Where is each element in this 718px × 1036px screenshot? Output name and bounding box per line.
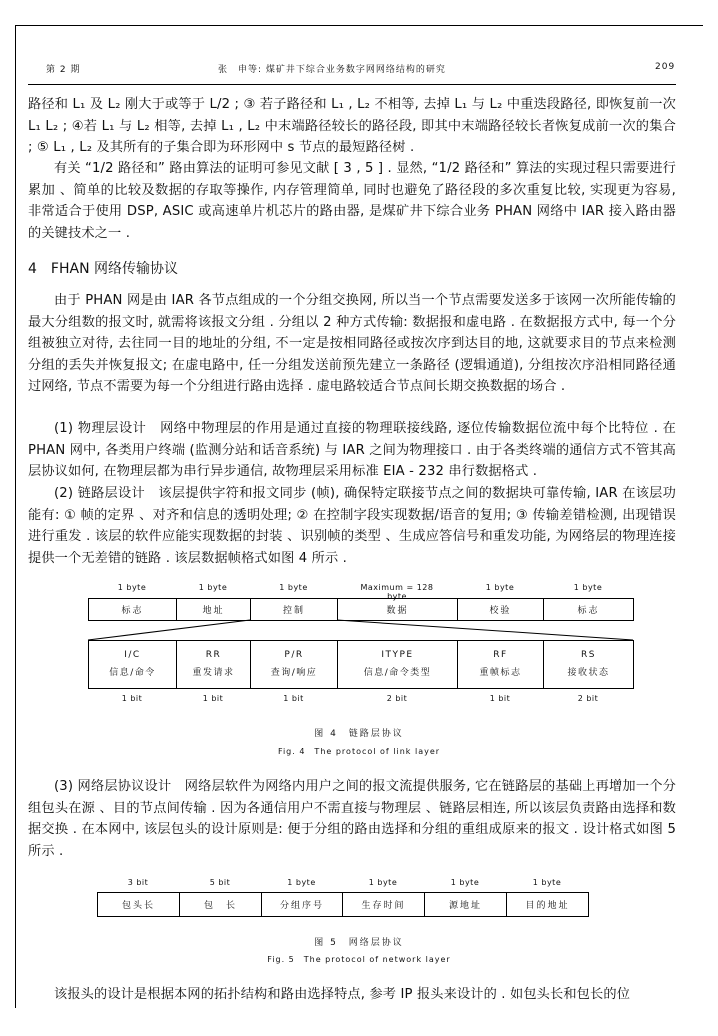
- paragraph-network-layer: (3) 网络层协议设计 网络层软件为网络内用户之间的报文流提供服务, 它在链路层的基础上再增加一个分组包头在源 、目的节点间传输 . 因为各通信用户不需直接与物理层 、链路层相连, 所以该层负责路由选择和数据交换 . 在本网中, 该层包头的设计原则是: 便于分组的路由选择和分组的重组成原来的报文 . 设计格式如图 5 所示 .: [28, 779, 676, 859]
- control-field-size: 2 bit: [577, 694, 599, 703]
- paragraph-algorithm: 有关 “1/2 路径和” 路由算法的证明可参见文献 [ 3 , 5 ] . 显然, “1/2 路径和” 算法的实现过程只需要进行累加 、简单的比较及数据的存取等操作, 内存管理简单, 同时也避免了路径段的多次重复比较, 实现更为容易, 非常适合于使用 DSP, ASIC 或高速单片机芯片的路由器, 是煤矿井下综合业务 PHAN 网络中 IAR 接入路由器的关键技术之一 .: [28, 161, 676, 241]
- frame-field: 控制: [250, 598, 338, 621]
- header-field-size: 1 byte: [287, 878, 316, 887]
- figure5-caption-en: Fig. 5 The protocol of network layer: [267, 955, 451, 964]
- header-field-size: 3 bit: [127, 878, 149, 887]
- frame-field: 校验: [457, 598, 544, 621]
- header-field: 包头长: [97, 892, 180, 917]
- control-field-name: 重帧标志: [479, 668, 522, 678]
- control-field-code: RR: [205, 650, 222, 660]
- control-field-code: I/C: [124, 650, 141, 660]
- control-field-size: 1 bit: [283, 694, 304, 703]
- frame-field-size: 1 byte: [117, 583, 147, 592]
- control-field-name: 查询/响应: [270, 668, 318, 678]
- figure4-caption-en: Fig. 4 The protocol of link layer: [277, 747, 441, 756]
- frame-field-size: 1 byte: [279, 583, 308, 592]
- control-field-code: ITYPE: [381, 650, 414, 660]
- control-field-name: 重发请求: [192, 668, 235, 678]
- control-field-name: 接收状态: [567, 668, 610, 678]
- header-field: 分组序号: [261, 892, 343, 917]
- issue-label: 第 2 期: [46, 65, 81, 75]
- control-field-name: 信息/命令类型: [363, 668, 432, 678]
- frame-field-size: Maximum = 128 byte: [360, 583, 434, 601]
- control-field-code: RF: [493, 650, 508, 660]
- paragraph-header-design: 该报头的设计是根据本网的拓扑结构和路由选择特点, 参考 IP 报头来设计的 . 如包头长和包长的位: [54, 987, 631, 1002]
- control-field-code: RS: [581, 650, 596, 660]
- control-field-size: 1 bit: [202, 694, 224, 703]
- page-number: 209: [655, 62, 676, 72]
- figure5-caption-cn: 图 5 网络层协议: [314, 938, 404, 948]
- header-field: 源地址: [424, 892, 507, 917]
- frame-field-size: 1 byte: [198, 583, 228, 592]
- control-field-code: P/R: [284, 650, 304, 660]
- header-field-size: 1 byte: [368, 878, 398, 887]
- header-field-size: 5 bit: [209, 878, 231, 887]
- paragraph-link-layer: (2) 链路层设计 该层提供字符和报文同步 (帧), 确保特定联接节点之间的数据块可靠传输, IAR 在该层功能有: ① 帧的定界 、对齐和信息的透明处理; ② 在控制字段实现数据/语音的复用; ③ 传输差错检测, 出现错误进行重发 . 该层的软件应能实现数据的封装 、识别帧的类型 、生成应答信号和重发功能, 为网络层的物理连接提供一个无差错的链路 . 该层数据帧格式如图 4 所示 .: [28, 486, 676, 566]
- control-field-size: 1 bit: [489, 694, 511, 703]
- header-field-size: 1 byte: [450, 878, 480, 887]
- control-field-size: 2 bit: [386, 694, 408, 703]
- header-field-size: 1 byte: [532, 878, 562, 887]
- control-field-size: 1 bit: [121, 694, 143, 703]
- frame-field: 地址: [176, 598, 251, 621]
- frame-field: 标志: [88, 598, 177, 621]
- running-title: 张 申等: 煤矿井下综合业务数字网网络结构的研究: [218, 65, 446, 75]
- header-field: 包 长: [179, 892, 262, 917]
- header-field: 生存时间: [342, 892, 425, 917]
- frame-field: 数据: [337, 598, 458, 621]
- paragraph-packet-switching: 由于 PHAN 网是由 IAR 各节点组成的一个分组交换网, 所以当一个节点需要发送多于该网一次所能传输的最大分组数的报文时, 就需将该报文分组 . 分组以 2 种方式传输: 数据报和虚电路 . 在数据报方式中, 每一个分组被独立对待, 去往同一目的地址的分组, 不一定是按相同路径或按次序到达目的地, 这就要求目的节点来检测分组的丢失并恢复报文; 在虚电路中, 任一分组发送前预先建立一条路径 (逻辑通道), 分组按次序沿相同路径通过网络, 节点不需要为每一个分组进行路由选择 . 虚电路较适合节点间长期交换数据的场合 .: [28, 293, 676, 394]
- frame-field: 标志: [543, 598, 634, 621]
- paragraph-path-sum: 路径和 L₁ 及 L₂ 刚大于或等于 L/2 ; ③ 若子路径和 L₁ , L₂ 不相等, 去掉 L₁ 与 L₂ 中重迭段路径, 即恢复前一次 L₁ L₂ ; ④若 L₁ 与 L₂ 相等, 去掉 L₁ , L₂ 中末端路径较长的路径段, 即其中末端路径较长者恢复成前一次的集合 ; ⑤ L₁ , L₂ 及其所有的子集合即为环形网中 s 节点的最短路径树 .: [28, 97, 676, 155]
- section-heading-4: 4 FHAN 网络传输协议: [28, 261, 178, 277]
- paragraph-physical-layer: (1) 物理层设计 网络中物理层的作用是通过直接的物理联接线路, 逐位传输数据位流中每个比特位 . 在 PHAN 网中, 各类用户终端 (监测分站和话音系统) 与 IAR 之间为物理接口 . 由于各类终端的通信方式不管其高层协议如何, 在物理层都为串行异步通信, 故物理层采用标准 EIA - 232 串行数据格式 .: [28, 421, 676, 479]
- frame-field-size: 1 byte: [485, 583, 515, 592]
- figure4-caption-cn: 图 4 链路层协议: [314, 729, 404, 739]
- header-field: 目的地址: [506, 892, 589, 917]
- frame-field-size: 1 byte: [573, 583, 603, 592]
- control-field-name: 信息/命令: [109, 668, 156, 678]
